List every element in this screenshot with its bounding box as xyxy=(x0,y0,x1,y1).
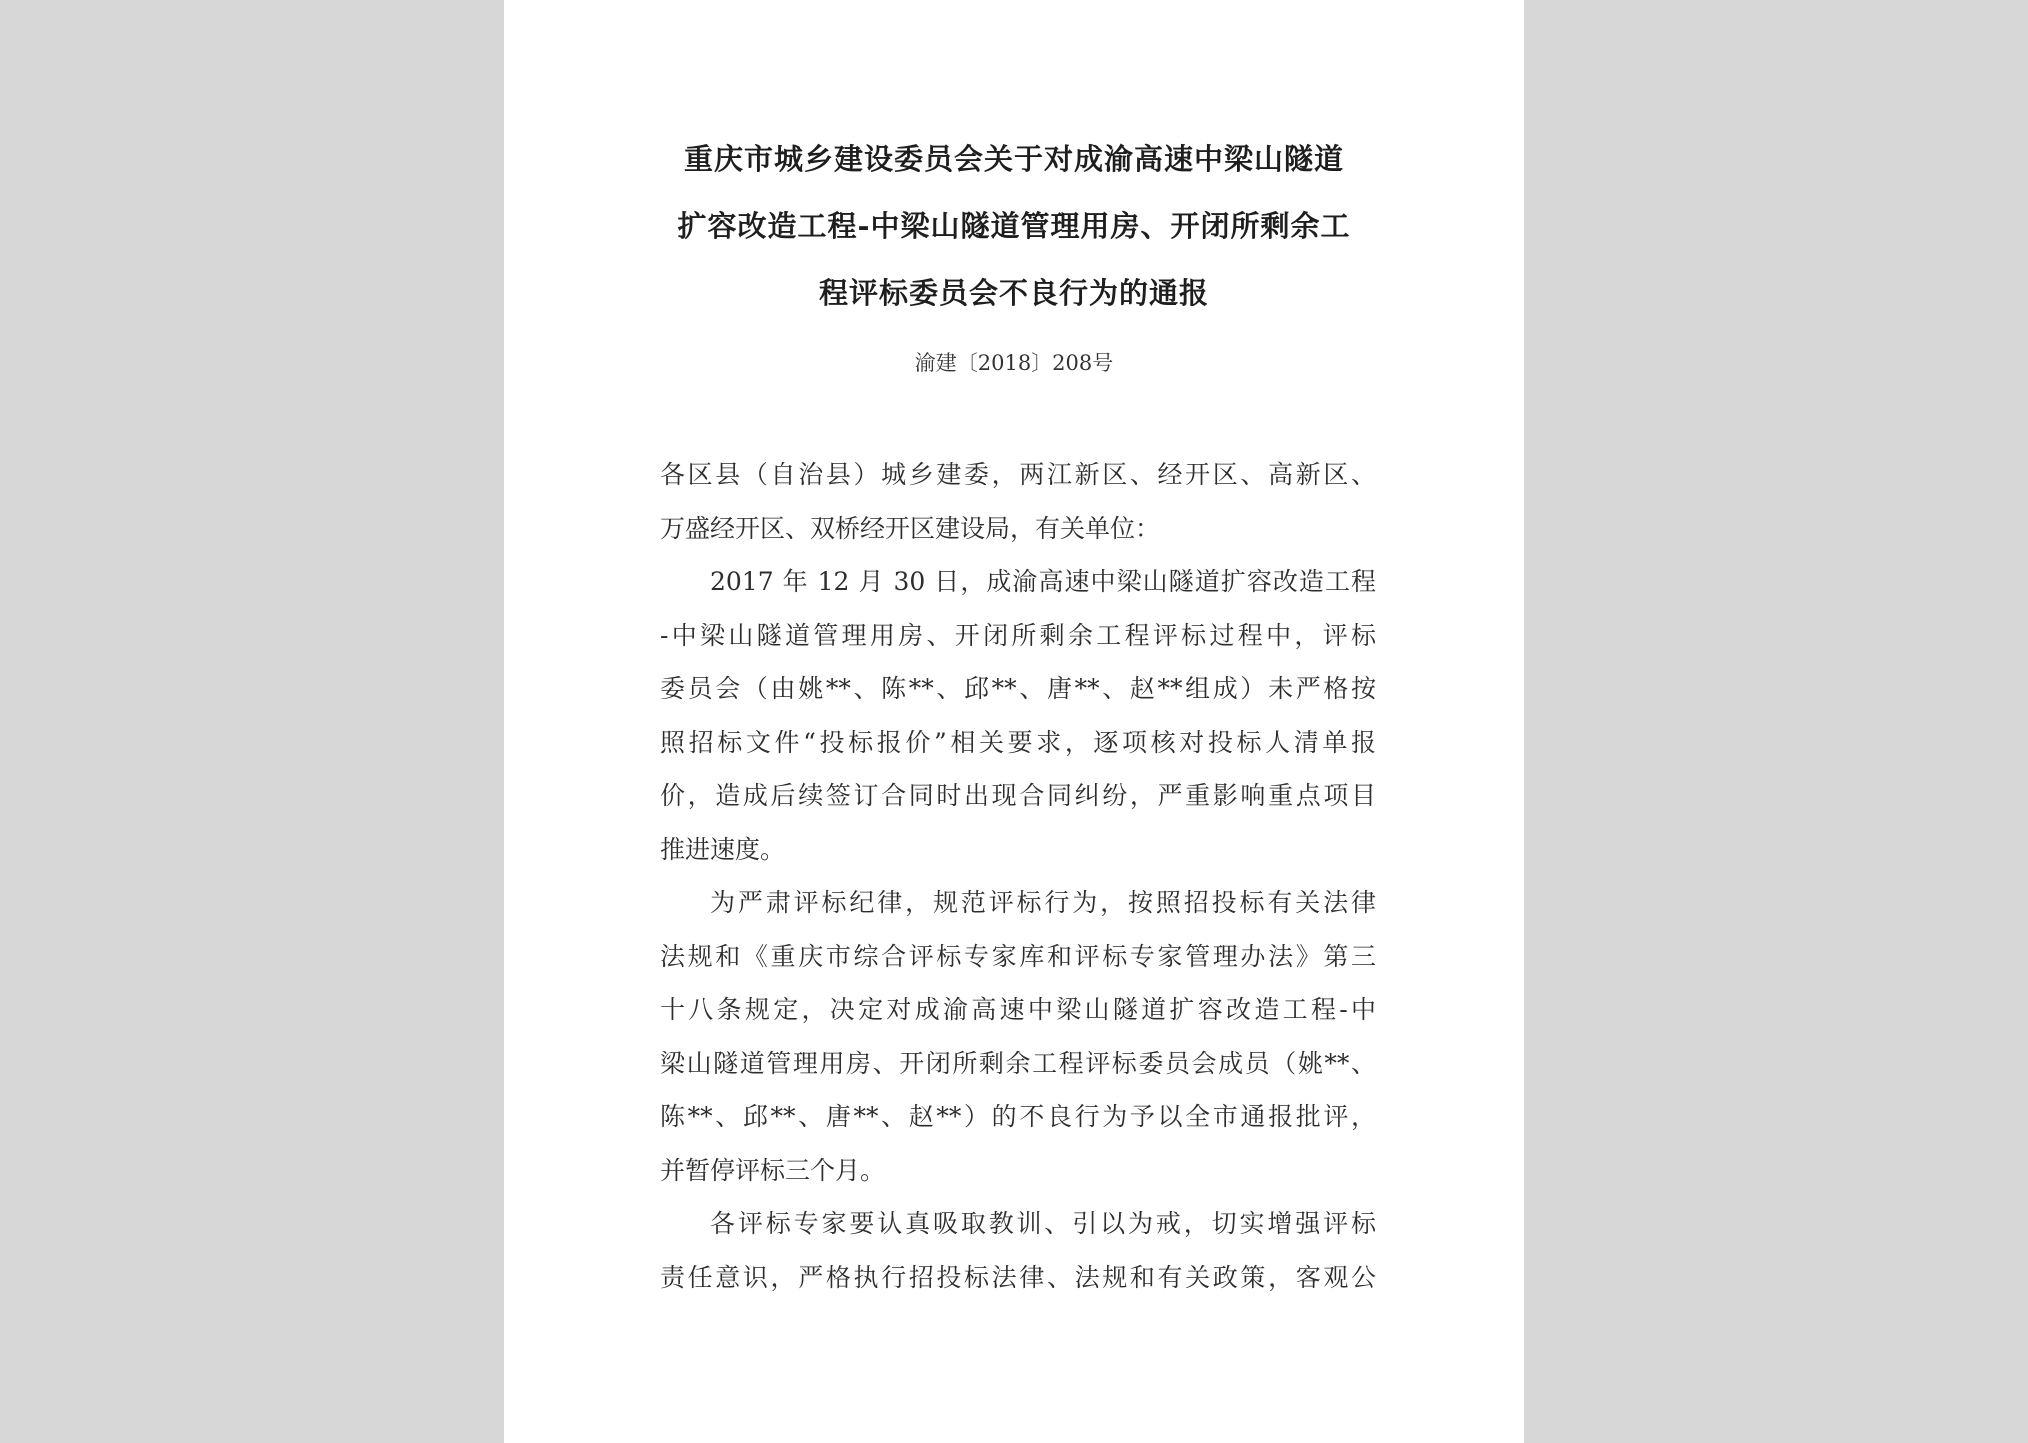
document-body xyxy=(660,448,1376,1304)
document-title xyxy=(504,126,1524,327)
paragraph-line: 法规和《重庆市综合评标专家库和评标专家管理办法》第三 xyxy=(660,941,1376,971)
paragraph-line: 委员会（由姚**、陈**、邱**、唐**、赵**组成）未严格按 xyxy=(660,674,1376,703)
title-line: 重庆市城乡建设委员会关于对成渝高速中梁山隧道 xyxy=(683,142,1344,176)
title-line: 程评标委员会不良行为的通报 xyxy=(818,276,1209,310)
paragraph-line: 价，造成后续签订合同时出现合同纠纷，严重影响重点项目 xyxy=(660,781,1376,810)
paragraph-line: 2017 年 12 月 30 日，成渝高速中梁山隧道扩容改造工程 xyxy=(710,567,1376,596)
paragraph-line: 十八条规定，决定对成渝高速中梁山隧道扩容改造工程-中 xyxy=(660,995,1376,1024)
document-number: 渝建〔2018〕208号 xyxy=(914,351,1114,375)
paragraph-line: 为严肃评标纪律，规范评标行为，按照招投标有关法律 xyxy=(710,888,1376,917)
paragraph-line: 各评标专家要认真吸取教训、引以为戒，切实增强评标 xyxy=(710,1209,1376,1238)
paragraph-line: 照招标文件“投标报价”相关要求，逐项核对投标人清单报 xyxy=(660,727,1376,757)
paragraph-line: 并暂停评标三个月。 xyxy=(660,1155,886,1185)
addressee-line: 万盛经开区、双桥经开区建设局，有关单位： xyxy=(660,513,1161,543)
paragraph-line: 梁山隧道管理用房、开闭所剩余工程评标委员会成员（姚**、 xyxy=(660,1048,1376,1078)
paragraph-line: 推进速度。 xyxy=(660,834,786,864)
document-page xyxy=(504,0,1524,1443)
paragraph-line: -中梁山隧道管理用房、开闭所剩余工程评标过程中，评标 xyxy=(660,620,1376,650)
paragraph-line: 陈**、邱**、唐**、赵**）的不良行为予以全市通报批评， xyxy=(660,1102,1376,1131)
addressee-line: 各区县（自治县）城乡建委，两江新区、经开区、高新区、 xyxy=(660,460,1376,489)
title-line: 扩容改造工程-中梁山隧道管理用房、开闭所剩余工 xyxy=(677,209,1351,243)
paragraph-line: 责任意识，严格执行招投标法律、法规和有关政策，客观公 xyxy=(660,1262,1376,1292)
